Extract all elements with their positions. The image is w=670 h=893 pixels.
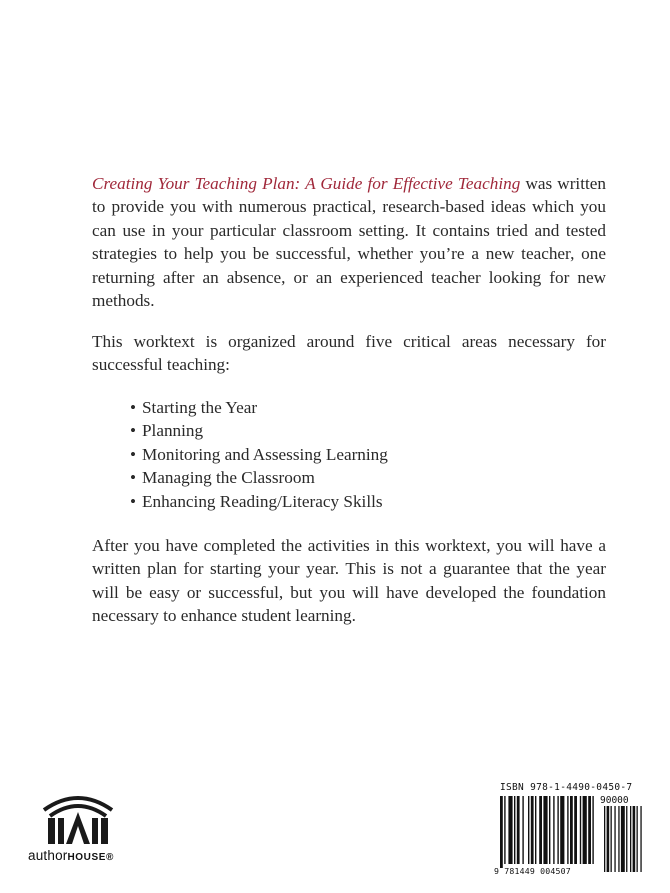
isbn-label: ISBN 978-1-4490-0450-7: [500, 782, 633, 793]
book-title: Creating Your Teaching Plan: A Guide for Effective Teaching: [92, 174, 521, 193]
intro-paragraph: [92, 172, 606, 312]
list-item: • Enhancing Reading/Literacy Skills: [130, 491, 383, 511]
barcode-digits: 9 781449 004507: [494, 866, 571, 876]
barcode-icon: [496, 780, 646, 880]
price-code: 90000: [600, 795, 629, 806]
intro-text: was written to provide you with numerous practical, research-based ideas which you can use in your particular classroom setting. It contains tried and tested strategies to help you be successful, whether you’re a new teacher, one returning after an absence, or an experienced teacher looking for new methods.: [92, 174, 606, 311]
publisher-name: authorHOUSE®: [28, 848, 115, 863]
areas-intro-paragraph: This worktext is organized around five critical areas necessary for successful teaching:: [92, 332, 606, 375]
list-item: • Planning: [130, 421, 204, 441]
closing-paragraph: After you have completed the activities in this worktext, you will have a written plan for starting your year. This is not a guarantee that the year will be easy or successful, but you will have developed the foundation necessary to enhance student learning.: [92, 536, 606, 626]
list-item: • Monitoring and Assessing Learning: [130, 444, 388, 464]
list-item: • Managing the Classroom: [130, 468, 315, 488]
list-item: • Starting the Year: [130, 398, 258, 417]
areas-list: [130, 396, 388, 513]
